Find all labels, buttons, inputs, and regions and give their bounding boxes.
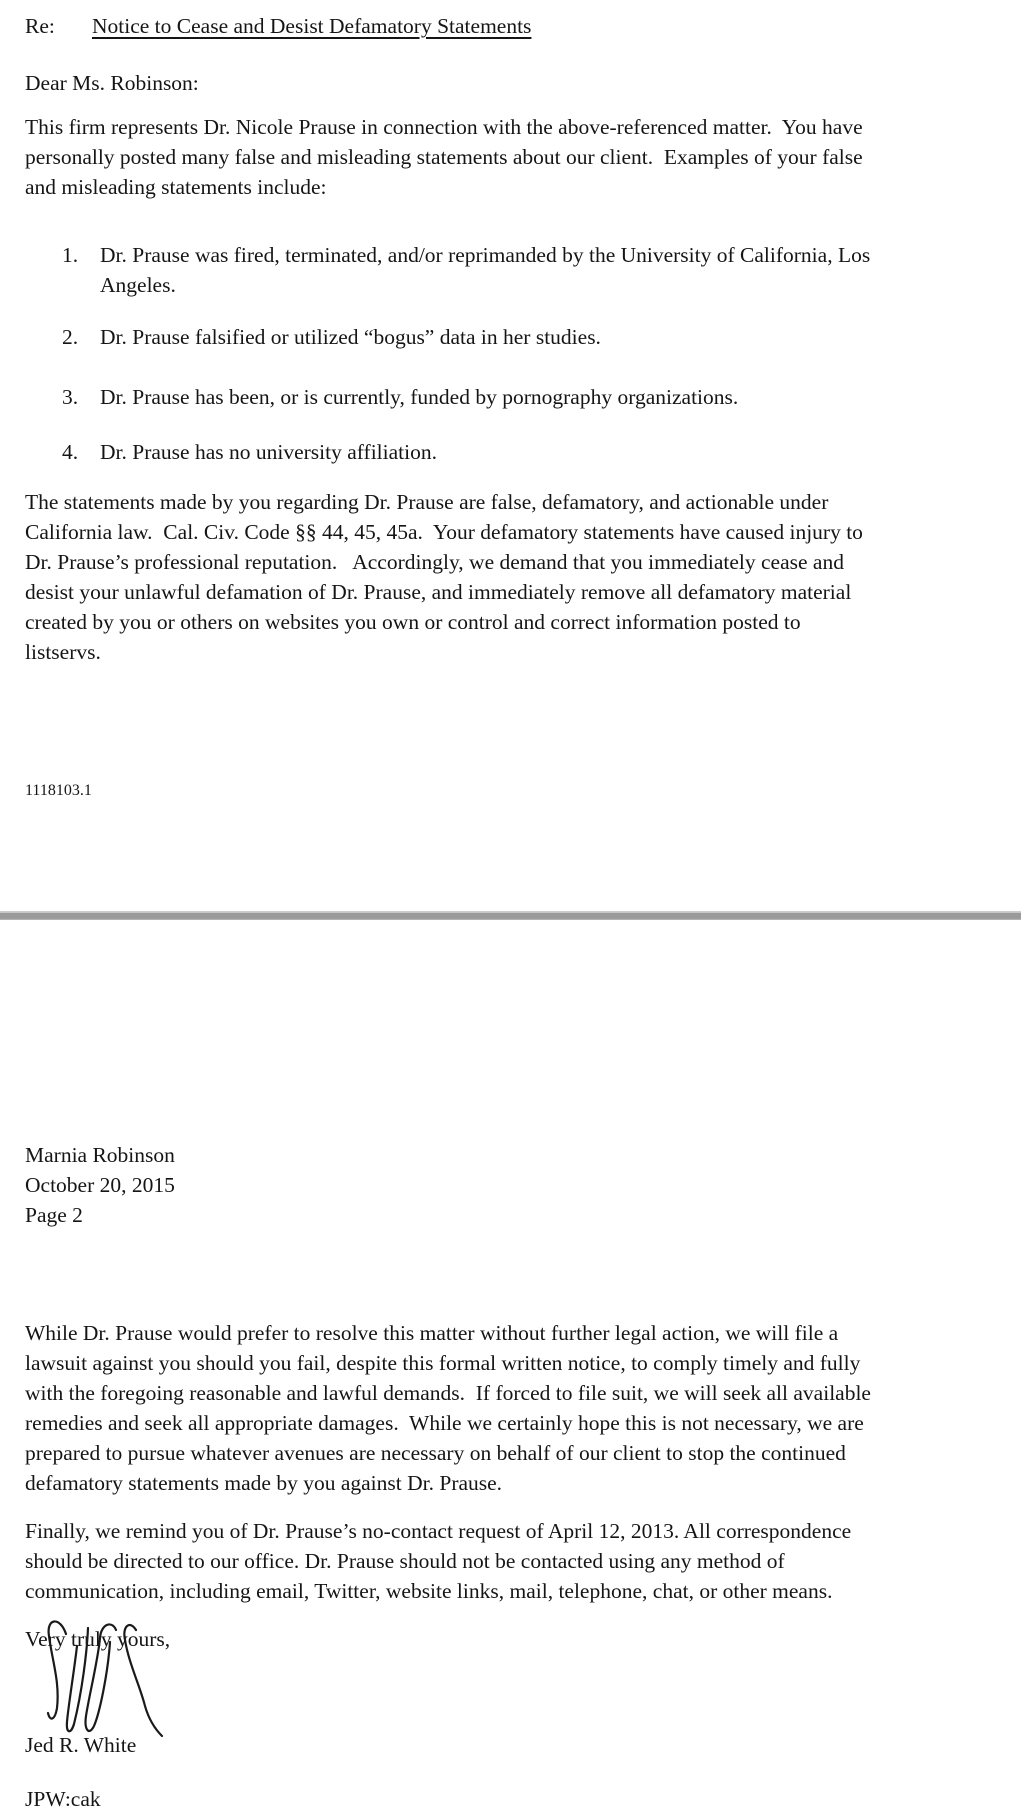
list-item-line: Dr. Prause was fired, terminated, and/or reprimanded by the University of California, Los <box>100 243 871 267</box>
page-break-divider <box>0 911 1021 920</box>
paragraph-line: lawsuit against you should you fail, despite this formal written notice, to comply timely and fully <box>25 1351 861 1375</box>
reference-initials: JPW:cak <box>25 1787 101 1811</box>
paragraph-line: prepared to pursue whatever avenues are necessary on behalf of our client to stop the continued <box>25 1441 846 1465</box>
list-number: 1. <box>62 243 79 267</box>
paragraph-line: remedies and seek all appropriate damages. While we certainly hope this is not necessary, we are <box>25 1411 864 1435</box>
paragraph-line: While Dr. Prause would prefer to resolve this matter without further legal action, we will file a <box>25 1321 839 1345</box>
list-item-4 <box>62 437 437 467</box>
paragraph-line: personally posted many false and misleading statements about our client. Examples of your false <box>25 145 863 169</box>
paragraph-3 <box>25 1318 1015 1498</box>
paragraph-line: Dr. Prause’s professional reputation. Accordingly, we demand that you immediately cease and <box>25 550 844 574</box>
re-subject-text: Notice to Cease and Desist Defamatory Statements <box>92 14 532 38</box>
list-item-1 <box>62 240 870 300</box>
page2-header-block <box>25 1140 175 1230</box>
paragraph-line: communication, including email, Twitter, website links, mail, telephone, chat, or other means. <box>25 1579 833 1603</box>
re-subject-line <box>25 14 531 39</box>
paragraph-line: and misleading statements include: <box>25 175 327 199</box>
paragraph-line: The statements made by you regarding Dr. Prause are false, defamatory, and actionable under <box>25 490 829 514</box>
list-number: 3. <box>62 385 79 409</box>
list-item-line: Dr. Prause has been, or is currently, funded by pornography organizations. <box>100 385 739 409</box>
letter-date: October 20, 2015 <box>25 1173 175 1197</box>
list-number: 2. <box>62 325 79 349</box>
signer-name: Jed R. White <box>25 1733 137 1757</box>
paragraph-line: Finally, we remind you of Dr. Prause’s no-contact request of April 12, 2013. All correspondence <box>25 1519 852 1543</box>
paragraph-line: desist your unlawful defamation of Dr. Prause, and immediately remove all defamatory material <box>25 580 852 604</box>
list-item-line: Dr. Prause has no university affiliation. <box>100 440 437 464</box>
list-number: 4. <box>62 440 79 464</box>
paragraph-4 <box>25 1516 1015 1606</box>
paragraph-line: with the foregoing reasonable and lawful demands. If forced to file suit, we will seek all available <box>25 1381 871 1405</box>
list-item-line: Dr. Prause falsified or utilized “bogus” data in her studies. <box>100 325 601 349</box>
list-item-3 <box>62 382 738 412</box>
list-item-2 <box>62 322 601 352</box>
page-number: Page 2 <box>25 1203 83 1227</box>
paragraph-2 <box>25 487 1015 667</box>
paragraph-line: California law. Cal. Civ. Code §§ 44, 45, 45a. Your defamatory statements have caused injury to <box>25 520 863 544</box>
document-control-number: 1118103.1 <box>25 782 92 799</box>
paragraph-line: listservs. <box>25 640 101 664</box>
paragraph-line: created by you or others on websites you own or control and correct information posted to <box>25 610 801 634</box>
list-item-line: Angeles. <box>100 273 176 297</box>
recipient-name: Marnia Robinson <box>25 1143 175 1167</box>
paragraph-line: defamatory statements made by you against Dr. Prause. <box>25 1471 503 1495</box>
paragraph-1 <box>25 112 1015 202</box>
paragraph-line: should be directed to our office. Dr. Prause should not be contacted using any method of <box>25 1549 785 1573</box>
re-label: Re: <box>25 14 55 38</box>
closing-phrase: Very truly yours, <box>25 1627 171 1651</box>
salutation: Dear Ms. Robinson: <box>25 71 199 95</box>
paragraph-line: This firm represents Dr. Nicole Prause in connection with the above-referenced matter. You have <box>25 115 863 139</box>
